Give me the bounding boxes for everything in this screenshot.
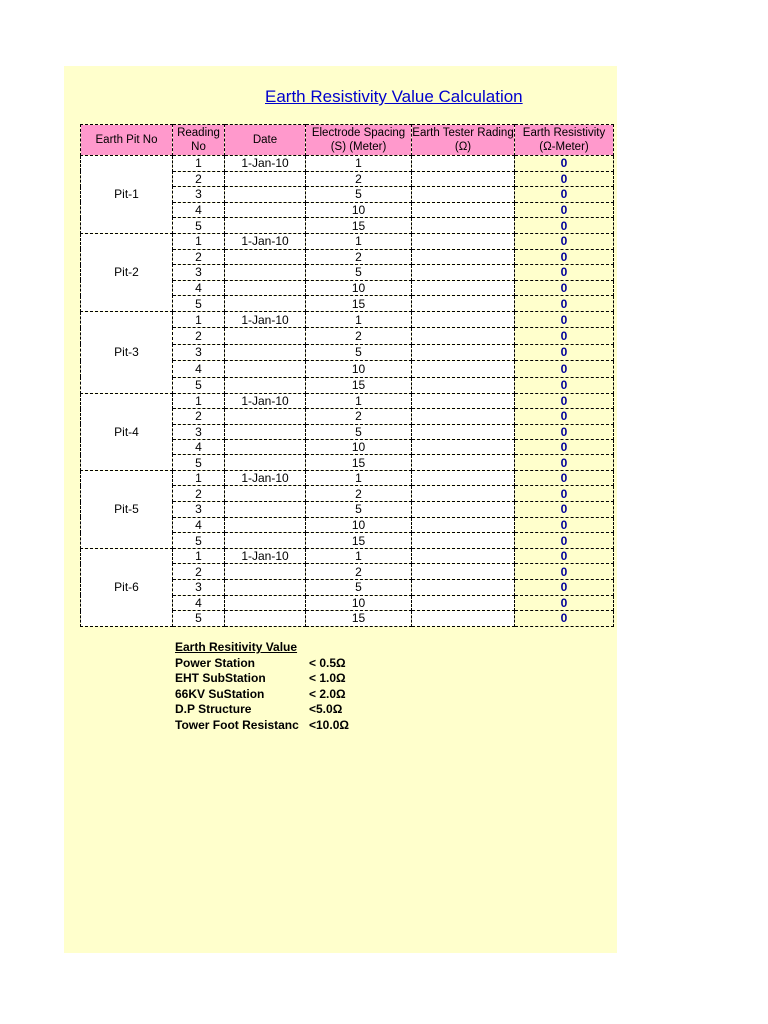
resistivity-cell[interactable]: 0 xyxy=(515,611,614,627)
resistivity-cell[interactable]: 0 xyxy=(515,393,614,408)
reading-no-cell[interactable]: 3 xyxy=(173,502,225,518)
reading-no-cell[interactable]: 1 xyxy=(173,393,225,408)
electrode-spacing-cell[interactable]: 5 xyxy=(306,265,412,281)
table-row xyxy=(81,156,614,172)
legend-item-value: <10.0Ω xyxy=(309,717,349,732)
date-cell[interactable] xyxy=(225,187,306,203)
legend-item xyxy=(175,702,343,718)
reading-no-cell[interactable]: 2 xyxy=(173,409,225,424)
header-earth-pit-no: Earth Pit No xyxy=(81,125,173,156)
tester-reading-cell[interactable] xyxy=(412,202,515,218)
tester-reading-cell[interactable] xyxy=(412,296,515,312)
date-cell[interactable] xyxy=(225,218,306,234)
tester-reading-cell[interactable] xyxy=(412,233,515,249)
tester-reading-cell[interactable] xyxy=(412,187,515,203)
resistivity-cell[interactable]: 0 xyxy=(515,361,614,377)
header-earth-tester-reading: Earth Tester Rading (Ω) xyxy=(412,125,515,156)
date-cell[interactable]: 1-Jan-10 xyxy=(225,548,306,564)
tester-reading-cell[interactable] xyxy=(412,470,515,486)
tester-reading-cell[interactable] xyxy=(412,171,515,187)
electrode-spacing-cell[interactable]: 10 xyxy=(306,280,412,296)
electrode-spacing-cell[interactable]: 10 xyxy=(306,202,412,218)
resistivity-cell[interactable]: 0 xyxy=(515,233,614,249)
date-cell[interactable] xyxy=(225,580,306,596)
date-cell[interactable] xyxy=(225,486,306,502)
electrode-spacing-cell[interactable]: 1 xyxy=(306,548,412,564)
electrode-spacing-cell[interactable]: 2 xyxy=(306,249,412,265)
date-cell[interactable]: 1-Jan-10 xyxy=(225,156,306,172)
resistivity-cell[interactable]: 0 xyxy=(515,156,614,172)
electrode-spacing-cell[interactable]: 5 xyxy=(306,187,412,203)
header-reading-no: Reading No xyxy=(173,125,225,156)
table-body xyxy=(81,156,614,627)
reading-no-cell[interactable]: 1 xyxy=(173,548,225,564)
reading-no-cell[interactable]: 2 xyxy=(173,249,225,265)
electrode-spacing-cell[interactable]: 10 xyxy=(306,595,412,611)
header-date: Date xyxy=(225,125,306,156)
resistivity-cell[interactable]: 0 xyxy=(515,470,614,486)
legend-item-value: < 1.0Ω xyxy=(309,671,346,685)
tester-reading-cell[interactable] xyxy=(412,377,515,393)
tester-reading-cell[interactable] xyxy=(412,424,515,439)
date-cell[interactable] xyxy=(225,377,306,393)
resistivity-cell[interactable]: 0 xyxy=(515,218,614,234)
tester-reading-cell[interactable] xyxy=(412,265,515,281)
tester-reading-cell[interactable] xyxy=(412,249,515,265)
electrode-spacing-cell[interactable]: 15 xyxy=(306,296,412,312)
electrode-spacing-cell[interactable]: 1 xyxy=(306,233,412,249)
tester-reading-cell[interactable] xyxy=(412,486,515,502)
electrode-spacing-cell[interactable]: 1 xyxy=(306,470,412,486)
pit-name-cell[interactable]: Pit-3 xyxy=(81,311,173,393)
tester-reading-cell[interactable] xyxy=(412,311,515,327)
date-cell[interactable] xyxy=(225,361,306,377)
tester-reading-cell[interactable] xyxy=(412,409,515,424)
reading-no-cell[interactable]: 2 xyxy=(173,564,225,580)
electrode-spacing-cell[interactable]: 10 xyxy=(306,361,412,377)
date-cell[interactable] xyxy=(225,296,306,312)
reading-no-cell[interactable]: 3 xyxy=(173,187,225,203)
pit-name-cell[interactable]: Pit-2 xyxy=(81,233,173,311)
electrode-spacing-cell[interactable]: 2 xyxy=(306,328,412,344)
resistivity-cell[interactable]: 0 xyxy=(515,409,614,424)
legend-item-label: Power Station xyxy=(175,655,256,670)
resistivity-cell[interactable]: 0 xyxy=(515,517,614,533)
date-cell[interactable] xyxy=(225,409,306,424)
resistivity-cell[interactable]: 0 xyxy=(515,187,614,203)
reading-no-cell[interactable]: 1 xyxy=(173,470,225,486)
table-row xyxy=(81,548,614,564)
resistivity-cell[interactable]: 0 xyxy=(515,328,614,344)
table-row xyxy=(81,470,614,486)
resistivity-cell[interactable]: 0 xyxy=(515,424,614,439)
legend-item-label: D.P Structure xyxy=(175,702,252,716)
electrode-spacing-cell[interactable]: 15 xyxy=(306,611,412,627)
date-cell[interactable]: 1-Jan-10 xyxy=(225,470,306,486)
table-row xyxy=(81,233,614,249)
resistivity-cell[interactable]: 0 xyxy=(515,171,614,187)
resistivity-cell[interactable]: 0 xyxy=(515,455,614,470)
resistivity-cell[interactable]: 0 xyxy=(515,249,614,265)
pit-name-cell[interactable]: Pit-5 xyxy=(81,470,173,548)
electrode-spacing-cell[interactable]: 2 xyxy=(306,409,412,424)
resistivity-cell[interactable]: 0 xyxy=(515,595,614,611)
tester-reading-cell[interactable] xyxy=(412,344,515,360)
electrode-spacing-cell[interactable]: 2 xyxy=(306,486,412,502)
reading-no-cell[interactable]: 4 xyxy=(173,361,225,377)
header-electrode-spacing: Electrode Spacing (S) (Meter) xyxy=(306,125,412,156)
tester-reading-cell[interactable] xyxy=(412,328,515,344)
date-cell[interactable] xyxy=(225,440,306,455)
reading-no-cell[interactable]: 4 xyxy=(173,440,225,455)
table-header-row xyxy=(81,125,614,156)
legend-items xyxy=(175,655,349,734)
reading-no-cell[interactable]: 2 xyxy=(173,328,225,344)
electrode-spacing-cell[interactable]: 1 xyxy=(306,393,412,408)
tester-reading-cell[interactable] xyxy=(412,502,515,518)
tester-reading-cell[interactable] xyxy=(412,218,515,234)
tester-reading-cell[interactable] xyxy=(412,361,515,377)
date-cell[interactable] xyxy=(225,595,306,611)
date-cell[interactable] xyxy=(225,171,306,187)
reading-no-cell[interactable]: 4 xyxy=(173,202,225,218)
tester-reading-cell[interactable] xyxy=(412,595,515,611)
page-title: Earth Resistivity Value Calculation xyxy=(265,87,523,106)
electrode-spacing-cell[interactable]: 10 xyxy=(306,440,412,455)
reading-no-cell[interactable]: 4 xyxy=(173,517,225,533)
tester-reading-cell[interactable] xyxy=(412,440,515,455)
electrode-spacing-cell[interactable]: 5 xyxy=(306,502,412,518)
reading-no-cell[interactable]: 3 xyxy=(173,265,225,281)
legend-item-value: < 0.5Ω xyxy=(309,655,346,670)
legend-item-label: 66KV SuStation xyxy=(175,686,265,701)
date-cell[interactable] xyxy=(225,265,306,281)
electrode-spacing-cell[interactable]: 15 xyxy=(306,377,412,393)
legend-item xyxy=(175,717,349,734)
date-cell[interactable] xyxy=(225,533,306,549)
resistivity-cell[interactable]: 0 xyxy=(515,533,614,549)
reading-no-cell[interactable]: 3 xyxy=(173,424,225,439)
date-cell[interactable]: 1-Jan-10 xyxy=(225,393,306,408)
reading-no-cell[interactable]: 1 xyxy=(173,233,225,249)
reading-no-cell[interactable]: 2 xyxy=(173,171,225,187)
resistivity-cell[interactable]: 0 xyxy=(515,377,614,393)
pit-name-cell[interactable]: Pit-6 xyxy=(81,548,173,626)
resistivity-cell[interactable]: 0 xyxy=(515,502,614,518)
reading-no-cell[interactable]: 5 xyxy=(173,377,225,393)
reading-no-cell[interactable]: 3 xyxy=(173,580,225,596)
date-cell[interactable] xyxy=(225,564,306,580)
legend-item-value: <5.0Ω xyxy=(309,702,343,716)
resistivity-cell[interactable]: 0 xyxy=(515,580,614,596)
date-cell[interactable]: 1-Jan-10 xyxy=(225,233,306,249)
legend-item xyxy=(175,671,346,687)
legend-heading: Earth Resitivity Value xyxy=(175,640,298,654)
electrode-spacing-cell[interactable]: 1 xyxy=(306,311,412,327)
tester-reading-cell[interactable] xyxy=(412,564,515,580)
date-cell[interactable] xyxy=(225,328,306,344)
tester-reading-cell[interactable] xyxy=(412,280,515,296)
reading-no-cell[interactable]: 1 xyxy=(173,156,225,172)
pit-name-cell[interactable]: Pit-1 xyxy=(81,156,173,234)
electrode-spacing-cell[interactable]: 15 xyxy=(306,218,412,234)
reading-no-cell[interactable]: 1 xyxy=(173,311,225,327)
reading-no-cell[interactable]: 5 xyxy=(173,296,225,312)
resistivity-cell[interactable]: 0 xyxy=(515,311,614,327)
legend-item-value: < 2.0Ω xyxy=(309,686,346,701)
tester-reading-cell[interactable] xyxy=(412,517,515,533)
resistivity-cell[interactable]: 0 xyxy=(515,280,614,296)
table-row xyxy=(81,393,614,408)
resistivity-table xyxy=(80,124,614,627)
resistivity-cell[interactable]: 0 xyxy=(515,548,614,564)
electrode-spacing-cell[interactable]: 15 xyxy=(306,533,412,549)
resistivity-cell[interactable]: 0 xyxy=(515,296,614,312)
date-cell[interactable] xyxy=(225,280,306,296)
resistivity-cell[interactable]: 0 xyxy=(515,265,614,281)
resistivity-cell[interactable]: 0 xyxy=(515,440,614,455)
date-cell[interactable] xyxy=(225,611,306,627)
legend-item-label: EHT SubStation xyxy=(175,671,266,685)
tester-reading-cell[interactable] xyxy=(412,533,515,549)
date-cell[interactable] xyxy=(225,344,306,360)
electrode-spacing-cell[interactable]: 1 xyxy=(306,156,412,172)
legend-item xyxy=(175,655,346,672)
worksheet xyxy=(64,66,617,953)
electrode-spacing-cell[interactable]: 15 xyxy=(306,455,412,470)
legend-item xyxy=(175,686,346,703)
reading-no-cell[interactable]: 5 xyxy=(173,218,225,234)
reading-no-cell[interactable]: 4 xyxy=(173,595,225,611)
legend-item-label: Tower Foot Resistanc xyxy=(175,717,299,732)
date-cell[interactable] xyxy=(225,502,306,518)
resistivity-cell[interactable]: 0 xyxy=(515,344,614,360)
resistivity-cell[interactable]: 0 xyxy=(515,202,614,218)
date-cell[interactable] xyxy=(225,202,306,218)
tester-reading-cell[interactable] xyxy=(412,611,515,627)
resistivity-legend xyxy=(175,640,349,733)
electrode-spacing-cell[interactable]: 5 xyxy=(306,580,412,596)
reading-no-cell[interactable]: 5 xyxy=(173,533,225,549)
date-cell[interactable] xyxy=(225,455,306,470)
electrode-spacing-cell[interactable]: 10 xyxy=(306,517,412,533)
date-cell[interactable] xyxy=(225,424,306,439)
electrode-spacing-cell[interactable]: 5 xyxy=(306,344,412,360)
date-cell[interactable] xyxy=(225,249,306,265)
reading-no-cell[interactable]: 2 xyxy=(173,486,225,502)
tester-reading-cell[interactable] xyxy=(412,156,515,172)
header-earth-resistivity: Earth Resistivity (Ω-Meter) xyxy=(515,125,614,156)
reading-no-cell[interactable]: 5 xyxy=(173,611,225,627)
electrode-spacing-cell[interactable]: 5 xyxy=(306,424,412,439)
resistivity-cell[interactable]: 0 xyxy=(515,486,614,502)
reading-no-cell[interactable]: 4 xyxy=(173,280,225,296)
date-cell[interactable] xyxy=(225,517,306,533)
table-row xyxy=(81,311,614,327)
tester-reading-cell[interactable] xyxy=(412,393,515,408)
reading-no-cell[interactable]: 3 xyxy=(173,344,225,360)
date-cell[interactable]: 1-Jan-10 xyxy=(225,311,306,327)
resistivity-cell[interactable]: 0 xyxy=(515,564,614,580)
electrode-spacing-cell[interactable]: 2 xyxy=(306,564,412,580)
tester-reading-cell[interactable] xyxy=(412,548,515,564)
tester-reading-cell[interactable] xyxy=(412,455,515,470)
pit-name-cell[interactable]: Pit-4 xyxy=(81,393,173,470)
reading-no-cell[interactable]: 5 xyxy=(173,455,225,470)
tester-reading-cell[interactable] xyxy=(412,580,515,596)
electrode-spacing-cell[interactable]: 2 xyxy=(306,171,412,187)
